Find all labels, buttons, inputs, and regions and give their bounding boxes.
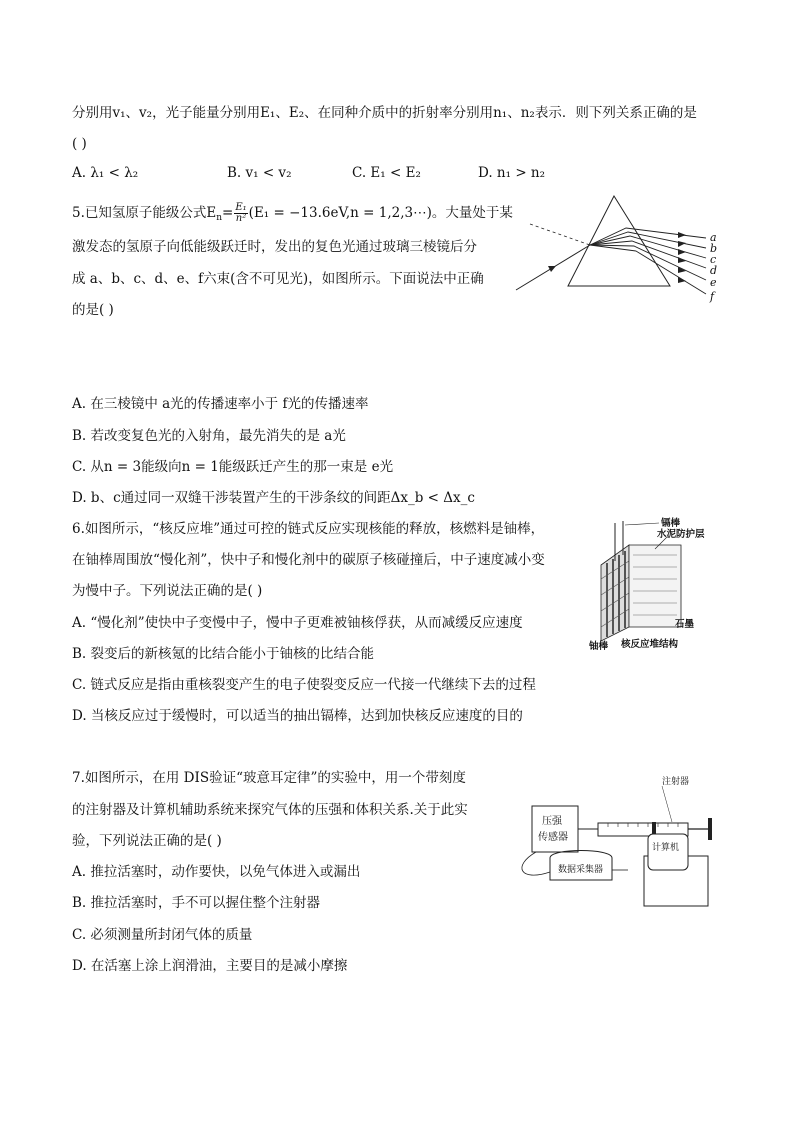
q6-option-d[interactable]: D. 当核反应过于缓慢时，可以适当的抽出镉棒，达到加快核反应速度的目的 [72, 708, 523, 724]
label-collector: 数据采集器 [558, 865, 604, 875]
plunger-handle [708, 818, 712, 840]
q5-frac-num: E₁ [235, 202, 247, 213]
q5-line1: 5.已知氢原子能级公式$E_n=$ $\frac{\text{E₁}}{\text{n²}}$ (E₁ = −13.6eV,n = 1,2,3⋯)。大量处于某 [72, 202, 513, 224]
label-d: d [710, 264, 718, 277]
prism-diagram [510, 190, 730, 305]
pressure-sensor-box [532, 806, 578, 852]
q7-option-b[interactable]: B. 推拉活塞时，手不可以握住整个注射器 [72, 895, 321, 911]
label-b: b [710, 242, 718, 255]
q6-option-b[interactable]: B. 裂变后的新核氪的比结合能小于铀核的比结合能 [72, 646, 375, 662]
syringe-leader [662, 786, 672, 822]
q5-line3: 成 a、b、c、d、e、f六束(含不可见光)，如图所示。下面说法中正确 [72, 271, 484, 287]
q4-intro: 分别用v₁、v₂，光子能量分别用E₁、E₂、在同种介质中的折射率分别用n₁、n₂表示．则下列关系正确的是 [72, 105, 697, 121]
q5-option-a[interactable]: A. 在三棱镜中 a光的传播速率小于 f光的传播速率 [72, 396, 369, 412]
q4-option-d[interactable]: D. n₁ > n₂ [478, 165, 546, 181]
q7-option-c[interactable]: C. 必须测量所封闭气体的质量 [72, 927, 253, 943]
label-graphite: 石墨 [675, 619, 695, 630]
label-a: a [710, 231, 717, 244]
ray-arrowheads [678, 232, 686, 283]
label-computer: 计算机 [652, 843, 680, 853]
dis-apparatus-diagram [512, 768, 722, 918]
label-syringe: 注射器 [662, 777, 690, 787]
q4-option-c[interactable]: C. E₁ < E₂ [352, 165, 421, 181]
q6-line3: 为慢中子。下列说法正确的是( ) [72, 583, 263, 599]
q5-option-b[interactable]: B. 若改变复色光的入射角，最先消失的是 a光 [72, 428, 346, 444]
cadmium-leader [625, 523, 659, 525]
figure-caption: 核反应堆结构 [621, 639, 679, 650]
label-cadmium: 镉棒 [661, 518, 681, 529]
label-f: f [710, 290, 715, 303]
q6-line1: 6.如图所示，“核反应堆”通过可控的链式反应实现核能的释放，核燃料是铀棒， [72, 521, 545, 537]
q5-stem-sub: n [216, 213, 223, 223]
q5-stem-post: (E₁ = −13.6eV,n = 1,2,3⋯)。大量处于某 [248, 205, 513, 221]
label-sensor-bottom: 传感器 [538, 832, 568, 843]
normal-line [530, 224, 590, 245]
q4-option-b[interactable]: B. v₁ < v₂ [227, 165, 292, 181]
q5-line2: 激发态的氢原子向低能级跃迁时，发出的复色光通过玻璃三棱镜后分 [72, 239, 477, 255]
q7-line3: 验，下列说法正确的是( ) [72, 833, 222, 849]
q4-answer-paren: ( ) [72, 136, 87, 152]
q4-options [72, 165, 552, 183]
q6-line2: 在铀棒周围放“慢化剂”，快中子和慢化剂中的碳原子核碰撞后，中子速度减小变 [72, 552, 545, 568]
q7-option-a[interactable]: A. 推拉活塞时，动作要快，以免气体进入或漏出 [72, 864, 361, 880]
q5-option-d[interactable]: D. b、c通过同一双缝干涉装置产生的干涉条纹的间距Δx_b < Δx_c [72, 490, 475, 506]
label-c: c [710, 253, 717, 266]
q5-frac-den: n² [235, 213, 247, 224]
q5-option-c[interactable]: C. 从n = 3能级向n = 1能级跃迁产生的那一束是 e光 [72, 459, 394, 475]
label-uranium: 铀棒 [589, 641, 609, 650]
q6-option-a[interactable]: A. “慢化剂”使快中子变慢中子，慢中子更难被铀核俘获，从而减缓反应速度 [72, 615, 523, 631]
incident-arrow [548, 266, 556, 272]
concrete-wall [629, 545, 681, 627]
reactor-diagram [585, 515, 715, 650]
prism-triangle [568, 196, 670, 286]
q7-line2: 的注射器及计算机辅助系统来探究气体的压强和体积关系.关于此实 [72, 802, 468, 818]
sensor-cable [522, 852, 550, 875]
refracted-rays [590, 228, 706, 294]
q6-option-c[interactable]: C. 链式反应是指由重核裂变产生的电子使裂变反应一代接一代继续下去的过程 [72, 677, 536, 693]
q7-line1: 7.如图所示，在用 DIS验证“玻意耳定律”的实验中，用一个带刻度 [72, 770, 466, 786]
q5-stem-pre: 5.已知氢原子能级公式E [72, 205, 217, 221]
label-e: e [710, 276, 717, 289]
q5-energy-fraction [234, 203, 247, 224]
q7-option-d[interactable]: D. 在活塞上涂上润滑油，主要目的是减小摩擦 [72, 958, 348, 974]
label-concrete: 水泥防护层 [657, 529, 705, 540]
label-sensor-top: 压强 [542, 816, 562, 827]
q5-line4: 的是( ) [72, 302, 114, 318]
syringe-scale [608, 823, 678, 827]
q4-option-a[interactable]: A. λ₁ < λ₂ [72, 165, 139, 181]
